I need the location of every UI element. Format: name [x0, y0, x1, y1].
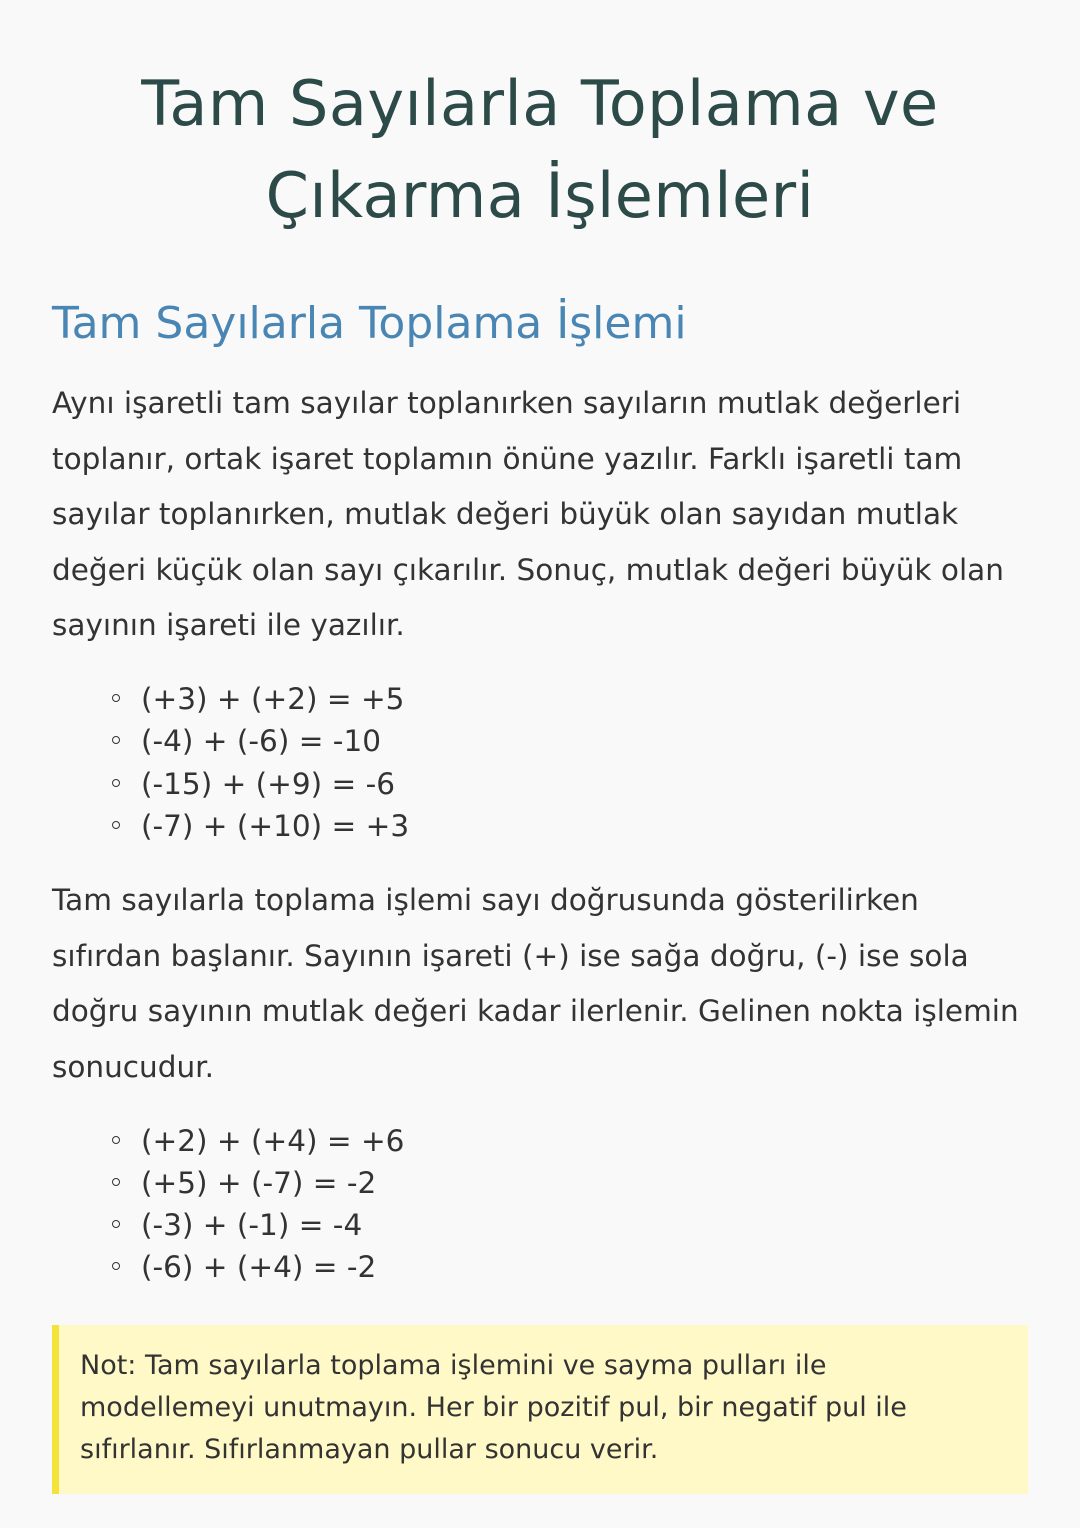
- circle-bullet-icon: [112, 1178, 120, 1186]
- example-text: (-3) + (-1) = -4: [141, 1208, 363, 1243]
- list-item: [108, 678, 1028, 720]
- list-item: [108, 805, 1028, 847]
- note-callout: [52, 1325, 1028, 1494]
- circle-bullet-icon: [112, 779, 120, 787]
- list-item: [108, 1120, 1028, 1162]
- circle-bullet-icon: [112, 736, 120, 744]
- page-title-line-1: Tam Sayılarla Toplama ve: [141, 67, 939, 140]
- circle-bullet-icon: [112, 1136, 120, 1144]
- example-text: (-7) + (+10) = +3: [141, 808, 410, 843]
- list-item: [108, 1162, 1028, 1204]
- page-title-line-2: Çıkarma İşlemleri: [265, 159, 815, 232]
- circle-bullet-icon: [112, 694, 120, 702]
- example-text: (-15) + (+9) = -6: [141, 766, 396, 801]
- list-item: [108, 763, 1028, 805]
- section-title: Tam Sayılarla Toplama İşlemi: [52, 298, 687, 349]
- circle-bullet-icon: [112, 1220, 120, 1228]
- examples-list-1: [52, 678, 1028, 847]
- circle-bullet-icon: [112, 821, 120, 829]
- note-text: Not: Tam sayılarla toplama işlemini ve sayma pulları ile modellemeyi unutmayın. Her bir pozitif pul, bir negatif pul ile sıfırlanır. Sıfırlanmayan pullar sonucu verir.: [80, 1349, 907, 1465]
- example-text: (-4) + (-6) = -10: [141, 724, 381, 759]
- page-title: [52, 58, 1028, 242]
- circle-bullet-icon: [112, 1262, 120, 1270]
- example-text: (+5) + (-7) = -2: [141, 1165, 377, 1200]
- example-text: (+2) + (+4) = +6: [141, 1123, 405, 1158]
- list-item: [108, 720, 1028, 762]
- example-text: (-6) + (+4) = -2: [141, 1250, 377, 1285]
- examples-list-2: [52, 1120, 1028, 1289]
- example-text: (+3) + (+2) = +5: [141, 681, 405, 716]
- list-item: [108, 1204, 1028, 1246]
- paragraph-same-sign-rules: Aynı işaretli tam sayılar toplanırken sayıların mutlak değerleri toplanır, ortak işaret toplamın önüne yazılır. Farklı işaretli tam sayılar toplanırken, mutlak değeri büyük olan sayıdan mutlak değeri küçük olan sayı çıkarılır. Sonuç, mutlak değeri büyük olan sayının işareti ile yazılır.: [52, 386, 1004, 643]
- paragraph-number-line: Tam sayılarla toplama işlemi sayı doğrusunda gösterilirken sıfırdan başlanır. Sayının işareti (+) ise sağa doğru, (-) ise sola doğru sayının mutlak değeri kadar ilerlenir. Gelinen nokta işlemin sonucudur.: [52, 883, 1019, 1084]
- list-item: [108, 1246, 1028, 1288]
